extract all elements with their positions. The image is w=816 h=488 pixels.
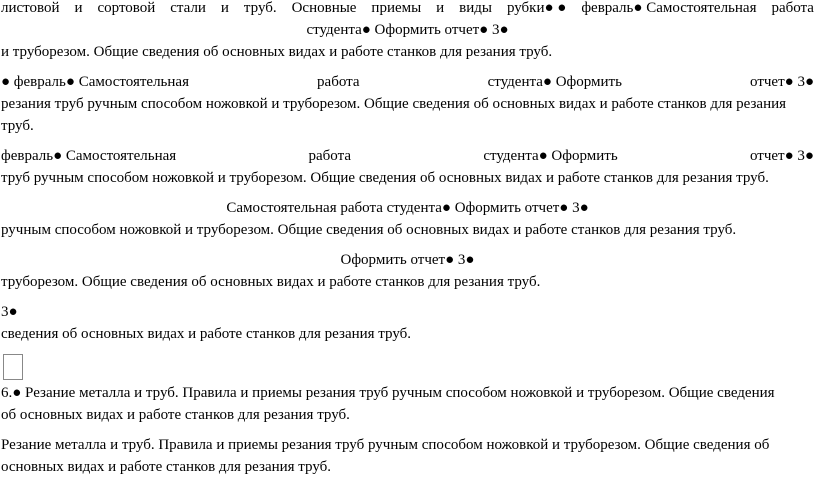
- word: отчет● 3●: [750, 148, 814, 164]
- word: отчет● 3●: [750, 74, 814, 90]
- word: и: [220, 0, 229, 16]
- block8-line1: Резание металла и труб. Правила и приемы резания труб ручным способом ножовкой и труборезом. Общие сведения об: [1, 437, 770, 453]
- word: приемы: [371, 0, 422, 16]
- block2-line2: резания труб ручным способом ножовкой и труборезом. Общие сведения об основных видах и работе станков для резания: [1, 96, 787, 112]
- block7-line1: 6.● Резание металла и труб. Правила и приемы резания труб ручным способом ножовкой и труборезом. Общие сведения: [1, 385, 775, 401]
- block4-line2: ручным способом ножовкой и труборезом. Общие сведения об основных видах и работе станков для резания труб.: [1, 222, 737, 238]
- word: работа: [308, 148, 351, 164]
- block5-line1: Оформить отчет● 3●: [340, 252, 475, 268]
- block6-line2: сведения об основных видах и работе станков для резания труб.: [1, 326, 412, 342]
- word: виды: [459, 0, 492, 16]
- word: Основные: [291, 0, 357, 16]
- word: ● февраль● Самостоятельная: [1, 74, 189, 90]
- block5-line2: труборезом. Общие сведения об основных видах и работе станков для резания труб.: [1, 274, 541, 290]
- block3-line1: [1, 145, 814, 167]
- block3-line2: труб ручным способом ножовкой и труборезом. Общие сведения об основных видах и работе станков для резания труб.: [1, 170, 769, 186]
- word: рубки● ●: [506, 0, 567, 16]
- block1-line3: и труборезом. Общие сведения об основных видах и работе станков для резания труб.: [1, 44, 553, 60]
- word: и: [436, 0, 445, 16]
- block1-line1: [1, 0, 814, 19]
- block2-line3: труб.: [1, 118, 34, 134]
- word: студента● Оформить: [487, 74, 622, 90]
- word: сортовой: [97, 0, 156, 16]
- block1-line2: студента● Оформить отчет● 3●: [306, 22, 509, 38]
- block6-line1: 3●: [1, 304, 18, 320]
- word: февраль● Самостоятельная: [581, 0, 757, 16]
- block2-line1: [1, 71, 814, 93]
- word: работа: [771, 0, 814, 16]
- word: труб.: [243, 0, 277, 16]
- word: листовой: [1, 0, 60, 16]
- word: и: [74, 0, 83, 16]
- checkbox[interactable]: [3, 354, 23, 380]
- word: работа: [317, 74, 360, 90]
- block7-line2: об основных видах и работе станков для резания труб.: [1, 407, 350, 423]
- block8-line2: основных видах и работе станков для резания труб.: [1, 459, 332, 475]
- word: студента● Оформить: [483, 148, 618, 164]
- word: февраль● Самостоятельная: [1, 148, 177, 164]
- block4-line1: Самостоятельная работа студента● Оформить отчет● 3●: [226, 200, 589, 216]
- word: стали: [170, 0, 206, 16]
